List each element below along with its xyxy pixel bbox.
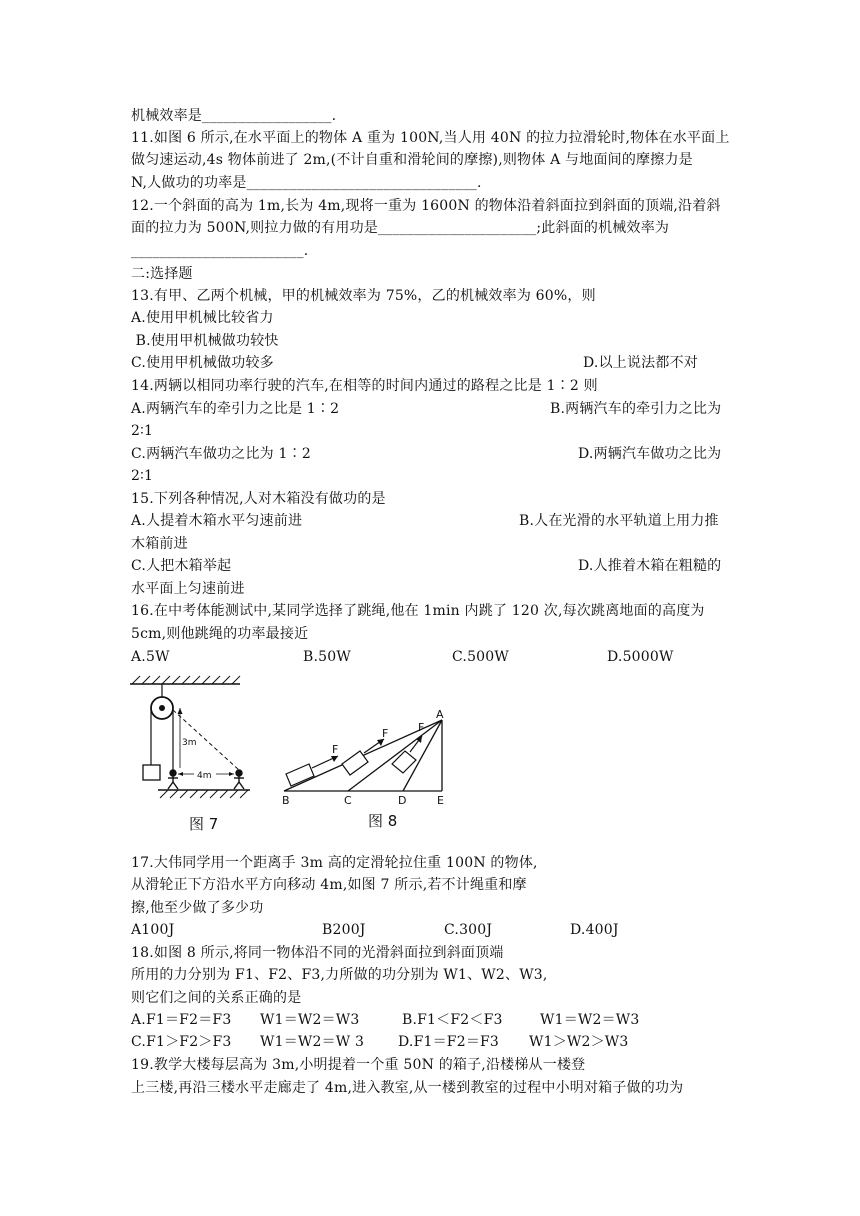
q14-option-a: A.两辆汽车的牵引力之比是 1∶2 [131, 401, 340, 417]
q16-option-a: A.5W [131, 649, 170, 665]
q13-option-a: A.使用甲机械比较省力 [131, 310, 274, 326]
figure-8-caption: 图 8 [368, 812, 398, 830]
point-label-c: C [344, 794, 352, 807]
q18-option-d-force: D.F1＝F2＝F3 [398, 1034, 500, 1050]
q11-line1: 11.如图 6 所示,在水平面上的物体 A 重为 100N,当人用 40N 的拉力拉滑轮时,物体在水平面上 [131, 130, 730, 146]
q15-option-a: A.人提着木箱水平匀速前进 [131, 513, 303, 529]
q13-option-d: D.以上说法都不对 [583, 355, 698, 371]
q17-option-d: D.400J [570, 922, 619, 938]
force-label-2: F [382, 727, 389, 740]
q12-line1: 12.一个斜面的高为 1m,长为 4m,现将一重为 1600N 的物体沿着斜面拉到斜面的顶端,沿着斜 [131, 198, 721, 214]
q14-option-c: C.两辆汽车做功之比为 1∶2 [131, 446, 311, 462]
figure-8-inclines-diagram [276, 706, 456, 810]
label-4m: 4m [197, 771, 212, 781]
figure-7-caption: 图 7 [189, 815, 219, 833]
q17-option-b: B200J [322, 922, 366, 938]
force-label-1: F [332, 743, 339, 756]
point-label-d: D [398, 794, 407, 807]
q18-option-c-force: C.F1＞F2＞F3 [131, 1034, 232, 1050]
section-heading: 二:选择题 [131, 266, 193, 282]
q16-line2: 5cm,则他跳绳的功率最接近 [131, 626, 309, 642]
q18-option-d-work: W1＞W2＞W3 [529, 1034, 629, 1050]
q14-option-b: B.两辆汽车的牵引力之比为 [550, 401, 722, 417]
q15-option-d: D.人推着木箱在粗糙的 [578, 558, 722, 574]
q14-option-d-cont: 2∶1 [131, 468, 154, 484]
point-label-a: A [436, 708, 444, 721]
q14-option-d: D.两辆汽车做功之比为 [578, 446, 722, 462]
q15-option-d-cont: 水平面上匀速前进 [131, 581, 245, 597]
q17-line1: 17.大伟同学用一个距离手 3m 高的定滑轮拉住重 100N 的物体, [131, 855, 538, 871]
point-label-b: B [282, 794, 290, 807]
figure-7-pulley-diagram [128, 672, 288, 812]
q15-stem: 15.下列各种情况,人对木箱没有做功的是 [131, 491, 386, 507]
q12-line2: 面的拉力为 500N,则拉力做的有用功是______________________;此斜面的机械效率为 [131, 220, 670, 236]
q18-option-a-work: W1＝W2＝W3 [260, 1012, 360, 1028]
q16-line1: 16.在中考体能测试中,某同学选择了跳绳,他在 1min 内跳了 120 次,每次跳离地面的高度为 [131, 603, 705, 619]
force-label-3: F [418, 721, 425, 734]
q16-option-b: B.50W [303, 649, 351, 665]
q18-option-c-work: W1＝W2＝W 3 [260, 1034, 365, 1050]
q11-line2: 做匀速运动,4s 物体前进了 2m,(不计自重和滑轮间的摩擦),则物体 A 与地面间的摩擦力是 [131, 152, 693, 168]
q13-option-c: C.使用甲机械做功较多 [131, 355, 274, 371]
q12-line3: ________________________. [131, 243, 309, 259]
q19-line2: 上三楼,再沿三楼水平走廊走了 4m,进入教室,从一楼到教室的过程中小明对箱子做的功为 [131, 1080, 684, 1096]
q18-option-b-work: W1＝W2＝W3 [540, 1012, 640, 1028]
q16-option-d: D.5000W [607, 649, 674, 665]
q10-tail: 机械效率是__________________. [131, 108, 337, 124]
q15-option-b-cont: 木箱前进 [131, 536, 188, 552]
q14-option-b-cont: 2∶1 [131, 423, 154, 439]
q18-line3: 则它们之间的关系正确的是 [131, 990, 302, 1006]
person-figure-1 [168, 770, 178, 789]
q17-option-c: C.300J [444, 922, 493, 938]
person-figure-2 [234, 770, 244, 789]
q17-option-a: A100J [131, 922, 175, 938]
q17-line3: 擦,他至少做了多少功 [131, 900, 264, 916]
q13-stem: 13.有甲、乙两个机械，甲的机械效率为 75%，乙的机械效率为 60%，则 [131, 288, 596, 304]
q19-line1: 19.教学大楼每层高为 3m,小明提着一个重 50N 的箱子,沿楼梯从一楼登 [131, 1057, 586, 1073]
q13-option-b: B.使用甲机械做功较快 [131, 333, 279, 349]
q18-option-b-force: B.F1＜F2＜F3 [402, 1012, 503, 1028]
q18-line2: 所用的力分别为 F1、F2、F3,力所做的功分别为 W1、W2、W3, [131, 967, 548, 983]
q11-line3: N,人做功的功率是________________________________. [131, 175, 482, 191]
q18-line1: 18.如图 8 所示,将同一物体沿不同的光滑斜面拉到斜面顶端 [131, 945, 504, 961]
q18-option-a-force: A.F1＝F2＝F3 [131, 1012, 232, 1028]
q14-stem: 14.两辆以相同功率行驶的汽车,在相等的时间内通过的路程之比是 1∶2 则 [131, 378, 598, 394]
q16-option-c: C.500W [452, 649, 509, 665]
q17-line2: 从滑轮正下方沿水平方向移动 4m,如图 7 所示,若不计绳重和摩 [131, 877, 527, 893]
point-label-e: E [437, 794, 444, 807]
q15-option-b: B.人在光滑的水平轨道上用力推 [519, 513, 719, 529]
q15-option-c: C.人把木箱举起 [131, 558, 232, 574]
label-3m: 3m [182, 738, 197, 748]
